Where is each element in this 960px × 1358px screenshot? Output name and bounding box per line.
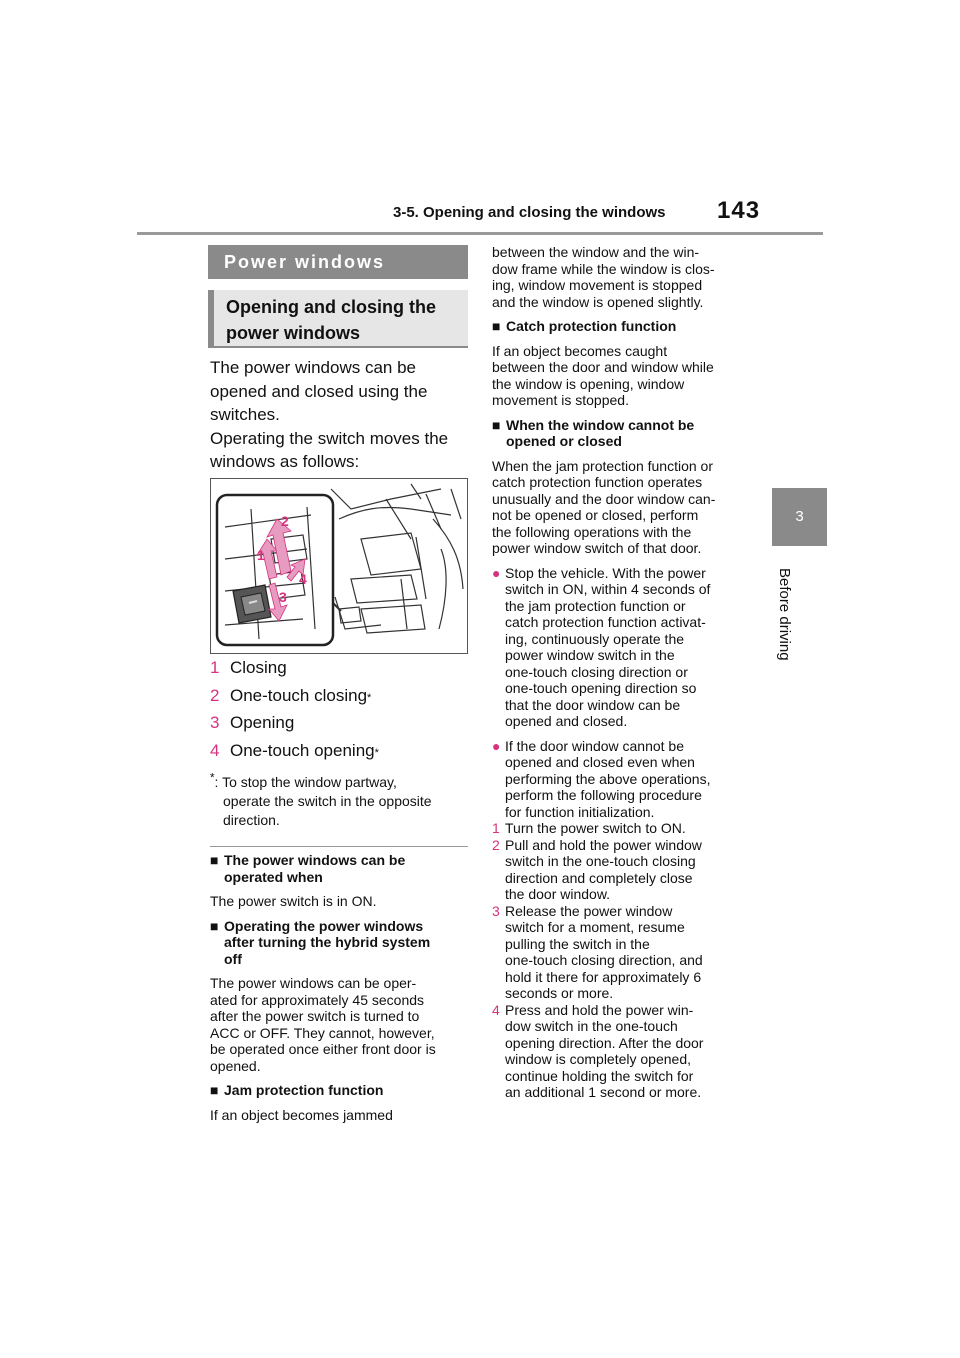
notes-left (210, 852, 472, 1123)
text-line: for function initialization. (505, 803, 655, 820)
note-text (492, 244, 754, 310)
text-line: the jam protection function or (505, 597, 686, 614)
bullet-dot-icon: ● (492, 564, 501, 581)
legend-label: Closing (230, 658, 287, 677)
asterisk-mark: * (367, 691, 372, 704)
text-line: after the power switch is turned to (210, 1008, 420, 1024)
text-line: be operated once either front door is (210, 1041, 436, 1057)
footnote (210, 768, 468, 830)
figure-label-4: 4 (299, 571, 307, 587)
text-line: When the jam protection function or (492, 457, 714, 474)
text-line: Turn the power switch to ON. (505, 820, 686, 836)
text-line: continue holding the switch for (505, 1067, 694, 1084)
note-text: The power switch is in ON. (210, 893, 377, 909)
text-line: not be opened or closed, perform (492, 507, 699, 523)
legend-label: Opening (230, 713, 295, 732)
legend-number: 3 (210, 713, 220, 732)
footnote-line: : To stop the window partway, (214, 773, 397, 790)
text-line: one-touch opening direction so (505, 680, 697, 696)
subsection-title (208, 290, 468, 348)
legend-item (210, 741, 468, 769)
note-text (492, 458, 754, 557)
text-line: Pull and hold the power window (505, 836, 702, 853)
square-bullet-icon: ■ (210, 852, 219, 868)
bullet-item (492, 565, 754, 730)
heading-line: Jam protection function (224, 1082, 384, 1098)
legend-item (210, 713, 468, 741)
text-line: Stop the vehicle. With the power (505, 564, 706, 581)
text-line: switch for a moment, resume (505, 919, 685, 935)
text-line: Press and hold the power win- (505, 1001, 694, 1018)
note-heading (210, 852, 472, 885)
intro-line: opened and closed using the (210, 381, 428, 401)
text-line: power window switch of that door. (492, 540, 702, 556)
step-item (492, 903, 754, 1002)
text-line: ing, window movement is stopped (492, 277, 703, 293)
footnote-line: operate the switch in the opposite (223, 792, 432, 809)
footnote-line: direction. (223, 811, 280, 828)
heading-line: after turning the hybrid system (224, 934, 431, 950)
step-number: 3 (492, 902, 500, 919)
figure-legend (210, 658, 468, 768)
text-line: ACC or OFF. They cannot, however, (210, 1024, 435, 1041)
square-bullet-icon: ■ (492, 318, 501, 334)
subsection-title-line2: power windows (226, 323, 361, 343)
chapter-tab[interactable]: 3 (772, 488, 827, 546)
text-line: performing the above operations, (505, 770, 711, 787)
step-number: 2 (492, 836, 500, 853)
text-line: ing, continuously operate the (505, 630, 685, 647)
step-number: 4 (492, 1001, 500, 1018)
text-line: switch in ON, within 4 seconds of (505, 581, 711, 597)
note-heading (492, 318, 754, 335)
step-item (492, 837, 754, 903)
legend-number: 1 (210, 658, 220, 677)
legend-number: 4 (210, 740, 220, 760)
legend-item (210, 658, 468, 686)
bullet-dot-icon: ● (492, 737, 501, 754)
legend-label: One-touch opening (230, 740, 375, 760)
legend-label: One-touch closing (230, 685, 368, 705)
chapter-label: Before driving (776, 568, 793, 661)
text-line: dow frame while the window is clos- (492, 260, 715, 277)
section-header: 3-5. Opening and closing the windows (393, 204, 666, 221)
heading-line: The power windows can be (224, 852, 406, 868)
legend-item (210, 686, 468, 714)
text-line: the door window. (505, 886, 611, 902)
intro-text (210, 356, 468, 474)
square-bullet-icon: ■ (210, 917, 219, 934)
text-line: opened. (210, 1057, 261, 1074)
subsection-title-line1: Opening and closing the (226, 297, 437, 317)
bullet-item (492, 738, 754, 821)
text-line: opened and closed. (505, 713, 628, 729)
text-line: power window switch in the (505, 647, 675, 663)
heading-line: opened or closed (506, 433, 622, 449)
figure-label-2: 2 (281, 513, 289, 529)
header-rule (137, 232, 823, 235)
text-line: the following operations with the (492, 523, 692, 540)
figure-label-1: 1 (257, 547, 265, 563)
text-line: catch protection function activat- (505, 614, 706, 630)
text-line: ated for approximately 45 seconds (210, 991, 425, 1008)
text-line: unusually and the door window can- (492, 490, 716, 507)
text-line: between the door and window while (492, 359, 714, 375)
asterisk-mark: * (374, 746, 379, 759)
step-number: 1 (492, 820, 500, 836)
text-line: dow switch in the one-touch (505, 1018, 678, 1034)
section-divider (210, 846, 468, 847)
text-line: seconds or more. (505, 985, 614, 1001)
heading-line: When the window cannot be (506, 416, 695, 433)
page-number: 143 (717, 197, 761, 224)
note-heading (210, 1082, 472, 1099)
square-bullet-icon: ■ (492, 416, 501, 433)
window-switch-illustration (210, 478, 468, 654)
text-line: the window is opening, window (492, 375, 685, 392)
note-heading (492, 417, 754, 450)
intro-line: The power windows can be (210, 358, 417, 377)
text-line: switch in the one-touch closing (505, 853, 696, 869)
text-line: Release the power window (505, 902, 673, 919)
note-heading (210, 918, 472, 968)
text-line: If the door window cannot be (505, 737, 685, 754)
text-line: If an object becomes caught (492, 342, 668, 359)
note-text (492, 343, 754, 409)
figure-label-3: 3 (279, 589, 287, 605)
text-line: opened and closed even when (505, 754, 695, 770)
step-item (492, 1002, 754, 1101)
text-line: one-touch closing direction or (505, 663, 688, 680)
text-line: and the window is opened slightly. (492, 293, 704, 310)
square-bullet-icon: ■ (210, 1082, 219, 1098)
heading-line: Catch protection function (506, 318, 677, 334)
heading-line: Operating the power windows (224, 917, 424, 934)
text-line: window is completely opened, (505, 1051, 691, 1067)
text-line: The power windows can be oper- (210, 975, 417, 991)
notes-right (492, 244, 754, 1101)
intro-line: Operating the switch moves the (210, 428, 449, 448)
text-line: pulling the switch in the (505, 935, 650, 952)
text-line: an additional 1 second or more. (505, 1084, 702, 1100)
intro-line: windows as follows: (210, 452, 360, 471)
text-line: opening direction. After the door (505, 1034, 704, 1051)
note-text (210, 975, 472, 1074)
text-line: that the door window can be (505, 696, 681, 713)
text-line: direction and completely close (505, 869, 693, 886)
heading-line: operated when (224, 868, 323, 885)
illustration-drawing (211, 479, 467, 653)
heading-line: off (224, 950, 242, 967)
text-line: movement is stopped. (492, 392, 629, 408)
step-item (492, 820, 754, 837)
section-title: Power windows (208, 245, 468, 279)
text-line: perform the following procedure (505, 787, 702, 803)
note-text: If an object becomes jammed (210, 1106, 393, 1123)
text-line: catch protection function operates (492, 474, 703, 490)
text-line: between the window and the win- (492, 244, 700, 260)
intro-line: switches. (210, 405, 280, 424)
text-line: hold it there for approximately 6 (505, 968, 702, 985)
text-line: one-touch closing direction, and (505, 952, 703, 968)
footnote-mark: * (210, 771, 215, 784)
legend-number: 2 (210, 685, 220, 705)
